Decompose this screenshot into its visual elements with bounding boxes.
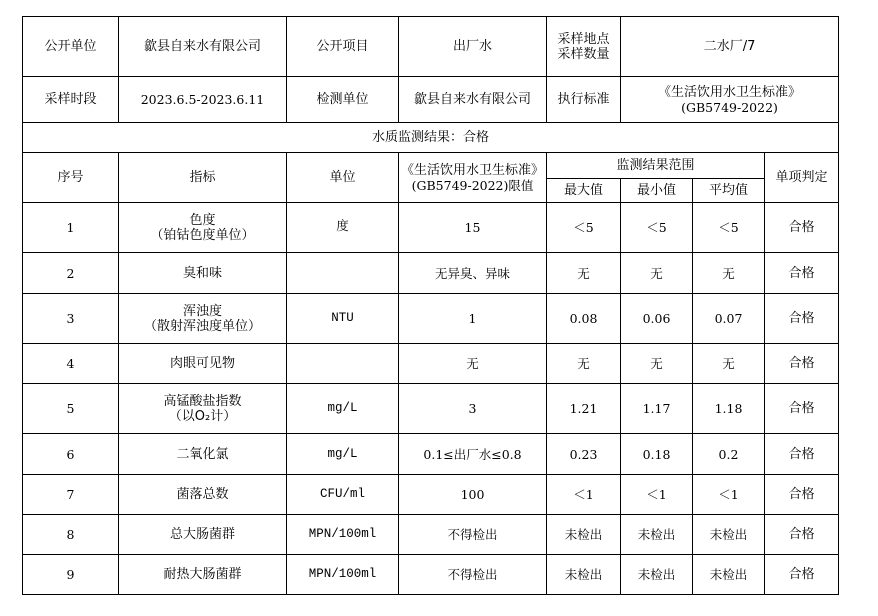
header-max: 最大值 [547, 179, 621, 203]
row-limit: 100 [399, 475, 547, 515]
row-min: ＜5 [621, 203, 693, 253]
row-unit [287, 344, 399, 384]
row-indicator [119, 384, 287, 434]
row-indicator [119, 434, 287, 475]
row-indicator-name: 色度 [189, 212, 216, 228]
info-row-2 [23, 77, 839, 123]
row-max: 1.21 [547, 384, 621, 434]
row-limit: 1 [399, 294, 547, 344]
row-indicator [119, 253, 287, 294]
row-unit: MPN/100ml [287, 555, 399, 595]
row-min: 无 [621, 344, 693, 384]
table-row [23, 203, 839, 253]
row-min: 未检出 [621, 515, 693, 555]
table-row [23, 384, 839, 434]
result-title: 水质监测结果：合格 [23, 123, 839, 153]
header-limit [399, 153, 547, 203]
site-label [547, 17, 621, 77]
project-label: 公开项目 [287, 17, 399, 77]
row-avg: 无 [693, 253, 765, 294]
row-indicator-name: 二氧化氯 [176, 446, 229, 462]
row-limit: 不得检出 [399, 555, 547, 595]
row-indicator [119, 344, 287, 384]
lab-label: 检测单位 [287, 77, 399, 123]
row-max: 无 [547, 253, 621, 294]
row-min: 未检出 [621, 555, 693, 595]
header-row-1 [23, 153, 839, 179]
period-value: 2023.6.5-2023.6.11 [119, 77, 287, 123]
row-unit: mg/L [287, 434, 399, 475]
standard-value-line-2: (GB5749-2022) [681, 99, 778, 115]
row-indicator-name: 肉眼可见物 [169, 356, 235, 371]
row-avg: 0.07 [693, 294, 765, 344]
row-seq: 6 [23, 434, 119, 475]
row-indicator-note: （散射浑浊度单位） [143, 318, 261, 334]
table-row [23, 515, 839, 555]
period-label: 采样时段 [23, 77, 119, 123]
row-max: 未检出 [547, 555, 621, 595]
row-avg: 1.18 [693, 384, 765, 434]
info-row-1 [23, 17, 839, 77]
header-limit-line-2: (GB5749-2022)限值 [411, 177, 534, 193]
table-row [23, 253, 839, 294]
row-max: ＜1 [547, 475, 621, 515]
header-avg: 平均值 [693, 179, 765, 203]
row-unit: NTU [287, 294, 399, 344]
header-seq: 序号 [23, 153, 119, 203]
row-indicator [119, 294, 287, 344]
header-indicator: 指标 [119, 153, 287, 203]
row-indicator-name: 总大肠菌群 [169, 527, 235, 542]
standard-value [621, 77, 839, 123]
standard-label: 执行标准 [547, 77, 621, 123]
row-verdict: 合格 [765, 384, 839, 434]
table-row [23, 294, 839, 344]
header-verdict: 单项判定 [765, 153, 839, 203]
row-min: 0.06 [621, 294, 693, 344]
row-min: 0.18 [621, 434, 693, 475]
table-row [23, 434, 839, 475]
header-unit: 单位 [287, 153, 399, 203]
row-indicator [119, 515, 287, 555]
row-verdict: 合格 [765, 344, 839, 384]
row-avg: 未检出 [693, 555, 765, 595]
row-limit: 不得检出 [399, 515, 547, 555]
row-indicator-note: （以O₂计） [168, 408, 237, 424]
row-limit: 15 [399, 203, 547, 253]
row-seq: 9 [23, 555, 119, 595]
row-seq: 4 [23, 344, 119, 384]
row-max: 无 [547, 344, 621, 384]
site-label-line-1: 采样地点 [557, 31, 610, 47]
header-limit-line-1: 《生活饮用水卫生标准》 [401, 162, 545, 178]
table-row [23, 344, 839, 384]
row-verdict: 合格 [765, 294, 839, 344]
row-seq: 5 [23, 384, 119, 434]
data-rows [23, 203, 839, 595]
row-unit: mg/L [287, 384, 399, 434]
row-verdict: 合格 [765, 475, 839, 515]
row-max: 未检出 [547, 515, 621, 555]
row-indicator-name: 耐热大肠菌群 [163, 567, 242, 582]
project-value: 出厂水 [399, 17, 547, 77]
table-row [23, 475, 839, 515]
row-avg: ＜1 [693, 475, 765, 515]
unit-label: 公开单位 [23, 17, 119, 77]
row-indicator-name: 浑浊度 [182, 303, 222, 319]
row-indicator-name: 臭和味 [182, 265, 222, 281]
table-row [23, 555, 839, 595]
site-value: 二水厂/7 [621, 17, 839, 77]
row-verdict: 合格 [765, 253, 839, 294]
row-indicator [119, 203, 287, 253]
row-unit: CFU/ml [287, 475, 399, 515]
water-quality-table [22, 16, 839, 595]
row-avg: 无 [693, 344, 765, 384]
row-indicator-note: （铂钴色度单位） [150, 227, 255, 243]
row-verdict: 合格 [765, 203, 839, 253]
row-unit: 度 [287, 203, 399, 253]
row-seq: 1 [23, 203, 119, 253]
row-indicator [119, 555, 287, 595]
row-min: ＜1 [621, 475, 693, 515]
site-label-line-2: 采样数量 [557, 46, 610, 62]
row-limit: 3 [399, 384, 547, 434]
row-max: ＜5 [547, 203, 621, 253]
row-indicator-name: 菌落总数 [176, 487, 229, 502]
row-max: 0.08 [547, 294, 621, 344]
row-unit [287, 253, 399, 294]
row-verdict: 合格 [765, 515, 839, 555]
header-range: 监测结果范围 [547, 153, 765, 179]
row-indicator-name: 高锰酸盐指数 [163, 393, 242, 409]
row-limit: 0.1≤出厂水≤0.8 [399, 434, 547, 475]
row-limit: 无异臭、异味 [399, 253, 547, 294]
row-avg: 0.2 [693, 434, 765, 475]
row-verdict: 合格 [765, 434, 839, 475]
standard-value-line-1: 《生活饮用水卫生标准》 [658, 84, 802, 100]
row-min: 1.17 [621, 384, 693, 434]
row-verdict: 合格 [765, 555, 839, 595]
row-indicator [119, 475, 287, 515]
lab-value: 歙县自来水有限公司 [399, 77, 547, 123]
unit-value: 歙县自来水有限公司 [119, 17, 287, 77]
row-seq: 7 [23, 475, 119, 515]
row-avg: ＜5 [693, 203, 765, 253]
row-unit: MPN/100ml [287, 515, 399, 555]
header-min: 最小值 [621, 179, 693, 203]
row-avg: 未检出 [693, 515, 765, 555]
row-seq: 2 [23, 253, 119, 294]
row-max: 0.23 [547, 434, 621, 475]
row-seq: 3 [23, 294, 119, 344]
row-min: 无 [621, 253, 693, 294]
row-limit: 无 [399, 344, 547, 384]
result-title-row [23, 123, 839, 153]
row-seq: 8 [23, 515, 119, 555]
